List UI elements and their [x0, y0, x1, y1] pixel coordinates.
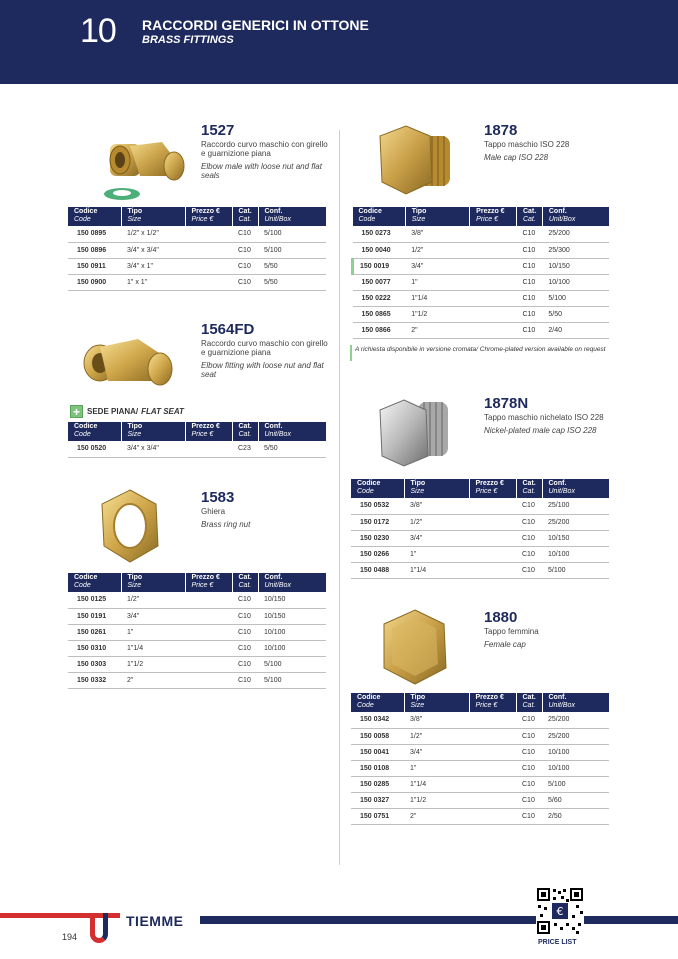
col-code: Codice Code — [68, 422, 121, 441]
col-code: Codice Code — [351, 693, 404, 712]
col-cat: Cat. Cat. — [232, 207, 258, 226]
product-image-1564fd — [78, 325, 182, 397]
table-row: 150 0911 3/4" x 1" C10 5/50 — [68, 258, 326, 274]
col-box: Conf. Unit/Box — [258, 573, 326, 592]
table-row: 150 0866 2" C10 2/40 — [353, 322, 610, 338]
table-1878 — [351, 207, 609, 339]
chapter-header — [0, 0, 678, 84]
product-desc-en: Male cap ISO 228 — [484, 153, 549, 162]
col-size: Tipo Size — [404, 693, 469, 712]
table-row: 150 0327 1"1/2 C10 5/60 — [351, 792, 609, 808]
table-row: 150 0896 3/4" x 3/4" C10 5/100 — [68, 242, 326, 258]
table-row: 150 0058 1/2" C10 25/200 — [351, 728, 609, 744]
col-code: Codice Code — [68, 573, 121, 592]
chapter-number: 10 — [80, 12, 116, 50]
table-row: 150 0285 1"1/4 C10 5/100 — [351, 776, 609, 792]
table-1880 — [351, 693, 609, 825]
table-row: 150 0332 2" C10 5/100 — [68, 672, 326, 688]
product-code: 1878 — [484, 122, 518, 139]
table-1527 — [68, 207, 326, 291]
chapter-title: RACCORDI GENERICI IN OTTONE — [142, 17, 369, 33]
col-code: Codice Code — [351, 479, 404, 498]
table-row: 150 0310 1"1/4 C10 10/100 — [68, 640, 326, 656]
table-row: 150 0273 3/8" C10 25/200 — [353, 226, 610, 242]
product-code: 1880 — [484, 609, 518, 626]
product-1527 — [201, 123, 331, 180]
table-row: 150 0266 1" C10 10/100 — [351, 546, 609, 562]
product-image-1878n — [378, 394, 452, 470]
table-1564fd — [68, 422, 326, 458]
product-desc-en: Elbow fitting with loose nut and flat seat — [201, 361, 324, 379]
note-accent-bar — [350, 345, 352, 361]
col-price: Prezzo € Price € — [185, 422, 232, 441]
table-row: 150 0191 3/4" C10 10/150 — [68, 608, 326, 624]
price-list-label: PRICE LIST — [538, 939, 577, 946]
brand-logo: TIEMME — [126, 913, 184, 929]
product-desc-en: Nickel-plated male cap ISO 228 — [484, 426, 597, 435]
product-desc-it: Tappo maschio nichelato ISO 228 — [484, 413, 604, 422]
product-desc-it: Raccordo curvo maschio con girello e guarnizione piana — [201, 140, 328, 158]
table-row: 150 0488 1"1/4 C10 5/100 — [351, 562, 609, 578]
col-size: Tipo Size — [121, 573, 185, 592]
flat-seat-label: + SEDE PIANA/ FLAT SEAT — [70, 405, 184, 418]
product-image-1527 — [100, 132, 190, 204]
table-1878n — [351, 479, 609, 579]
table-row: 150 0895 1/2" x 1/2" C10 5/100 — [68, 226, 326, 242]
col-price: Prezzo € Price € — [185, 207, 232, 226]
product-desc-it: Tappo femmina — [484, 627, 539, 636]
qr-code-icon[interactable] — [536, 887, 584, 935]
col-price: Prezzo € Price € — [185, 573, 232, 592]
table-row: 150 0108 1" C10 10/100 — [351, 760, 609, 776]
product-desc-it: Tappo maschio ISO 228 — [484, 140, 570, 149]
table-row: 150 0172 1/2" C10 25/200 — [351, 514, 609, 530]
col-box: Conf. Unit/Box — [542, 207, 609, 226]
col-size: Tipo Size — [404, 479, 469, 498]
table-row: 150 0019 3/4" C10 10/150 — [353, 258, 610, 274]
table-row: 150 0230 3/4" C10 10/150 — [351, 530, 609, 546]
product-desc-en: Brass ring nut — [201, 520, 251, 529]
col-size: Tipo Size — [121, 207, 185, 226]
col-box: Conf. Unit/Box — [258, 207, 326, 226]
product-1878n — [484, 396, 614, 435]
product-1878 — [484, 123, 614, 162]
col-box: Conf. Unit/Box — [542, 479, 609, 498]
product-image-1583 — [98, 488, 162, 564]
table-row: 150 0077 1" C10 10/100 — [353, 274, 610, 290]
svg-text:€: € — [556, 905, 564, 918]
table-row: 150 0532 3/8" C10 25/100 — [351, 498, 609, 514]
footer-navy-line — [200, 916, 678, 924]
product-code: 1583 — [201, 489, 235, 506]
product-desc-en: Elbow male with loose nut and flat seals — [201, 162, 322, 180]
column-divider — [339, 130, 340, 865]
product-code: 1527 — [201, 122, 235, 139]
table-1583 — [68, 573, 326, 689]
product-desc-it: Ghiera — [201, 507, 226, 516]
product-image-1878 — [374, 122, 456, 198]
col-price: Prezzo € Price € — [469, 479, 516, 498]
product-code: 1878N — [484, 395, 529, 412]
col-box: Conf. Unit/Box — [258, 422, 326, 441]
col-code: Codice Code — [68, 207, 121, 226]
footer-hook-shape — [90, 913, 108, 943]
col-code: Codice Code — [353, 207, 406, 226]
product-desc-en: Female cap — [484, 640, 526, 649]
chrome-note: A richiesta disponibile in versione cromata/ Chrome-plated version available on request — [355, 346, 606, 353]
col-cat: Cat. Cat. — [516, 693, 542, 712]
product-image-1880 — [380, 608, 450, 686]
table-row: 150 0041 3/4" C10 10/100 — [351, 744, 609, 760]
product-desc-it: Raccordo curvo maschio con girello e guarnizione piana — [201, 339, 328, 357]
table-row: 150 0342 3/8" C10 25/200 — [351, 712, 609, 728]
table-row: 150 0520 3/4" x 3/4" C23 5/50 — [68, 441, 326, 457]
chapter-subtitle: BRASS FITTINGS — [142, 34, 234, 46]
col-price: Prezzo € Price € — [470, 207, 517, 226]
col-cat: Cat. Cat. — [516, 479, 542, 498]
product-1583 — [201, 490, 331, 529]
col-cat: Cat. Cat. — [516, 207, 542, 226]
table-row: 150 0125 1/2" C10 10/150 — [68, 592, 326, 608]
table-row: 150 0222 1"1/4 C10 5/100 — [353, 290, 610, 306]
table-row: 150 0900 1" x 1" C10 5/50 — [68, 274, 326, 290]
col-cat: Cat. Cat. — [232, 573, 258, 592]
product-1880 — [484, 610, 614, 649]
table-row: 150 0261 1" C10 10/100 — [68, 624, 326, 640]
product-code: 1564FD — [201, 321, 255, 338]
col-size: Tipo Size — [121, 422, 185, 441]
table-row: 150 0751 2" C10 2/50 — [351, 808, 609, 824]
product-1564fd — [201, 322, 331, 379]
table-row: 150 0865 1"1/2 C10 5/50 — [353, 306, 610, 322]
col-price: Prezzo € Price € — [469, 693, 516, 712]
table-row: 150 0040 1/2" C10 25/300 — [353, 242, 610, 258]
col-size: Tipo Size — [405, 207, 469, 226]
table-row: 150 0303 1"1/2 C10 5/100 — [68, 656, 326, 672]
plus-icon: + — [70, 405, 83, 418]
col-box: Conf. Unit/Box — [542, 693, 609, 712]
page-number: 194 — [62, 932, 78, 942]
col-cat: Cat. Cat. — [232, 422, 258, 441]
